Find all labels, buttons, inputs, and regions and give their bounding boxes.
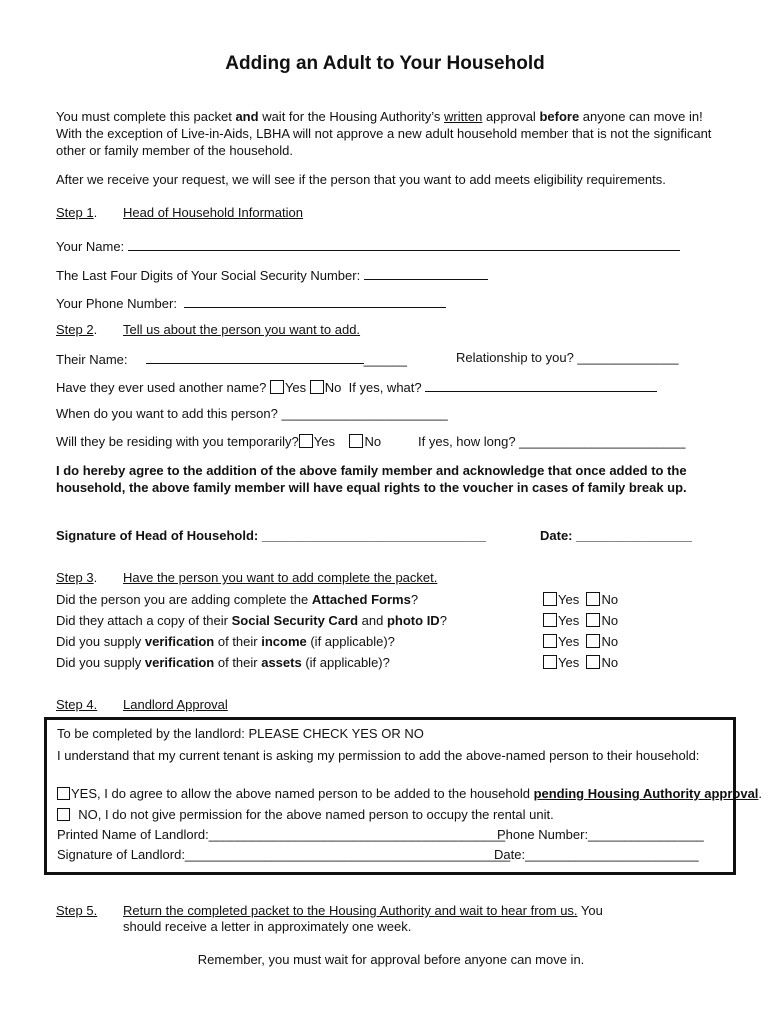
step2-number: Step 2: [56, 322, 94, 337]
question-assets: [56, 655, 390, 670]
step2-dot: .: [93, 322, 98, 337]
step3-heading: Have the person you want to add complete the packet.: [123, 570, 438, 585]
no-label: No: [601, 655, 619, 670]
q-text: (if applicable)?: [301, 655, 390, 670]
their-name-row: [56, 350, 407, 367]
your-name-field[interactable]: [128, 237, 680, 251]
landlord-printed-name[interactable]: Printed Name of Landlord:_________________________________________: [57, 827, 506, 842]
step1-heading: Head of Household Information: [123, 205, 303, 220]
yes-no-attached-forms: [543, 592, 618, 607]
q-text: ?: [410, 592, 419, 607]
ssn-field[interactable]: [364, 266, 488, 280]
q-bold: income: [261, 634, 307, 649]
if-yes-what-label: If yes, what?: [348, 380, 422, 395]
ss-card-no-checkbox[interactable]: [586, 613, 600, 627]
yes-label: Yes: [558, 655, 580, 670]
step1-dot: .: [93, 205, 98, 220]
yes-label: Yes: [558, 634, 580, 649]
q-text: Did you supply: [56, 655, 145, 670]
step1-number: Step 1: [56, 205, 94, 220]
step3-label: [56, 570, 97, 585]
their-name-field[interactable]: [146, 350, 364, 364]
step2-heading: Tell us about the person you want to add.: [123, 322, 361, 337]
ss-card-yes-checkbox[interactable]: [543, 613, 557, 627]
intro-text: anyone can move in! With the exception of Live-in-Aids, LBHA will not approve a new adult household member that is not the significant other or family member of the household.: [56, 109, 712, 158]
intro-and: and: [235, 109, 259, 124]
intro-paragraph: [56, 108, 716, 159]
landlord-no-checkbox[interactable]: [57, 808, 70, 821]
yes-no-ss-card: [543, 613, 618, 628]
landlord-no-text: NO, I do not give permission for the above named person to occupy the rental unit.: [78, 807, 554, 822]
phone-row: [56, 294, 446, 311]
step3-dot: .: [93, 570, 98, 585]
landlord-understand-text: I understand that my current tenant is asking my permission to add the above-named person to their household:: [57, 748, 700, 763]
temporary-yes-label: Yes: [313, 434, 335, 449]
page-title: Adding an Adult to Your Household: [225, 53, 545, 74]
temporary-yes-checkbox[interactable]: [299, 434, 313, 448]
step1-label: [56, 205, 97, 220]
landlord-yes-period: .: [758, 786, 763, 801]
temporary-no-checkbox[interactable]: [349, 434, 363, 448]
step5-text: [123, 903, 603, 918]
their-name-label: Their Name:: [56, 352, 128, 367]
landlord-yes-option: [57, 786, 762, 801]
no-label: No: [601, 592, 619, 607]
step5-you: You: [577, 903, 603, 918]
landlord-no-option: [57, 807, 554, 822]
landlord-phone[interactable]: Phone Number:________________: [497, 827, 704, 842]
other-name-label: Have they ever used another name?: [56, 380, 267, 395]
q-text: of their: [214, 655, 262, 670]
question-income: [56, 634, 395, 649]
other-name-no-checkbox[interactable]: [310, 380, 324, 394]
question-ss-card: [56, 613, 447, 628]
q-text: ?: [439, 613, 447, 628]
reminder-text: Remember, you must wait for approval before anyone can move in.: [197, 952, 585, 967]
landlord-yes-text: YES, I do agree to allow the above named person to be added to the household: [71, 786, 534, 801]
no-label: No: [601, 613, 619, 628]
q-text: Did the person you are adding complete the: [56, 592, 312, 607]
intro-text: You must complete this packet: [56, 109, 236, 124]
step4-label: Step 4.: [56, 697, 98, 712]
landlord-date[interactable]: Date:________________________: [494, 847, 699, 862]
intro-text: approval: [482, 109, 540, 124]
your-name-label: Your Name:: [56, 239, 125, 254]
how-long-row[interactable]: If yes, how long? _______________________: [418, 434, 686, 449]
step3-number: Step 3: [56, 570, 94, 585]
when-add-row[interactable]: When do you want to add this person? _______________________: [56, 406, 448, 421]
income-yes-checkbox[interactable]: [543, 634, 557, 648]
yes-no-assets: [543, 655, 618, 670]
step4-heading: Landlord Approval: [123, 697, 228, 712]
income-no-checkbox[interactable]: [586, 634, 600, 648]
q-bold: Attached Forms: [311, 592, 411, 607]
other-name-yes-checkbox[interactable]: [270, 380, 284, 394]
step5-text-line2: should receive a letter in approximately one week.: [123, 919, 412, 934]
no-label: No: [601, 634, 619, 649]
assets-no-checkbox[interactable]: [586, 655, 600, 669]
phone-label: Your Phone Number:: [56, 296, 177, 311]
ssn-row: [56, 266, 488, 283]
question-attached-forms: [56, 592, 418, 607]
temporary-label: Will they be residing with you temporarily?: [56, 434, 299, 449]
other-name-row: [56, 378, 657, 395]
intro-text: wait for the Housing Authority’s: [258, 109, 445, 124]
their-name-tail: ______: [363, 352, 407, 367]
attached-forms-no-checkbox[interactable]: [586, 592, 600, 606]
landlord-box-title: To be completed by the landlord: PLEASE CHECK YES OR NO: [57, 726, 424, 741]
other-name-yes-label: Yes: [284, 380, 307, 395]
q-text: of their: [214, 634, 262, 649]
q-bold: photo ID: [386, 613, 440, 628]
yes-label: Yes: [558, 613, 580, 628]
intro-before: before: [539, 109, 580, 124]
step5-label: Step 5.: [56, 903, 98, 918]
step5-instruction: Return the completed packet to the Housing Authority and wait to hear from us.: [123, 903, 578, 918]
agreement-text: I do hereby agree to the addition of the above family member and acknowledge that once added to the household, the above family member will have equal rights to the voucher in cases of family break up.: [56, 463, 687, 495]
intro-eligibility: After we receive your request, we will see if the person that you want to add meets eligibility requirements.: [56, 172, 666, 187]
landlord-yes-pending: pending Housing Authority approval: [533, 786, 759, 801]
yes-no-income: [543, 634, 618, 649]
temporary-row: [56, 434, 381, 449]
yes-label: Yes: [558, 592, 580, 607]
other-name-field[interactable]: [425, 378, 657, 392]
attached-forms-yes-checkbox[interactable]: [543, 592, 557, 606]
head-signature-date[interactable]: Date: ________________: [540, 528, 692, 543]
landlord-approval-box: [44, 717, 763, 875]
assets-yes-checkbox[interactable]: [543, 655, 557, 669]
q-text: Did they attach a copy of their: [56, 613, 232, 628]
q-bold: Social Security Card: [231, 613, 359, 628]
q-bold: verification: [144, 634, 215, 649]
your-name-row: [56, 237, 680, 254]
relationship-row[interactable]: Relationship to you? ______________: [456, 350, 679, 365]
q-bold: verification: [144, 655, 215, 670]
step2-label: [56, 322, 97, 337]
landlord-yes-checkbox[interactable]: [57, 787, 70, 800]
intro-written: written: [444, 109, 483, 124]
landlord-signature[interactable]: Signature of Landlord:_____________________________________________: [57, 847, 511, 862]
other-name-no-label: No: [324, 380, 342, 395]
q-text: and: [358, 613, 387, 628]
q-text: (if applicable)?: [306, 634, 395, 649]
phone-field[interactable]: [184, 294, 446, 308]
temporary-no-label: No: [364, 434, 382, 449]
q-bold: assets: [261, 655, 302, 670]
ssn-label: The Last Four Digits of Your Social Security Number:: [56, 268, 361, 283]
q-text: Did you supply: [56, 634, 145, 649]
head-signature-row[interactable]: Signature of Head of Household: _______________________________: [56, 528, 486, 543]
